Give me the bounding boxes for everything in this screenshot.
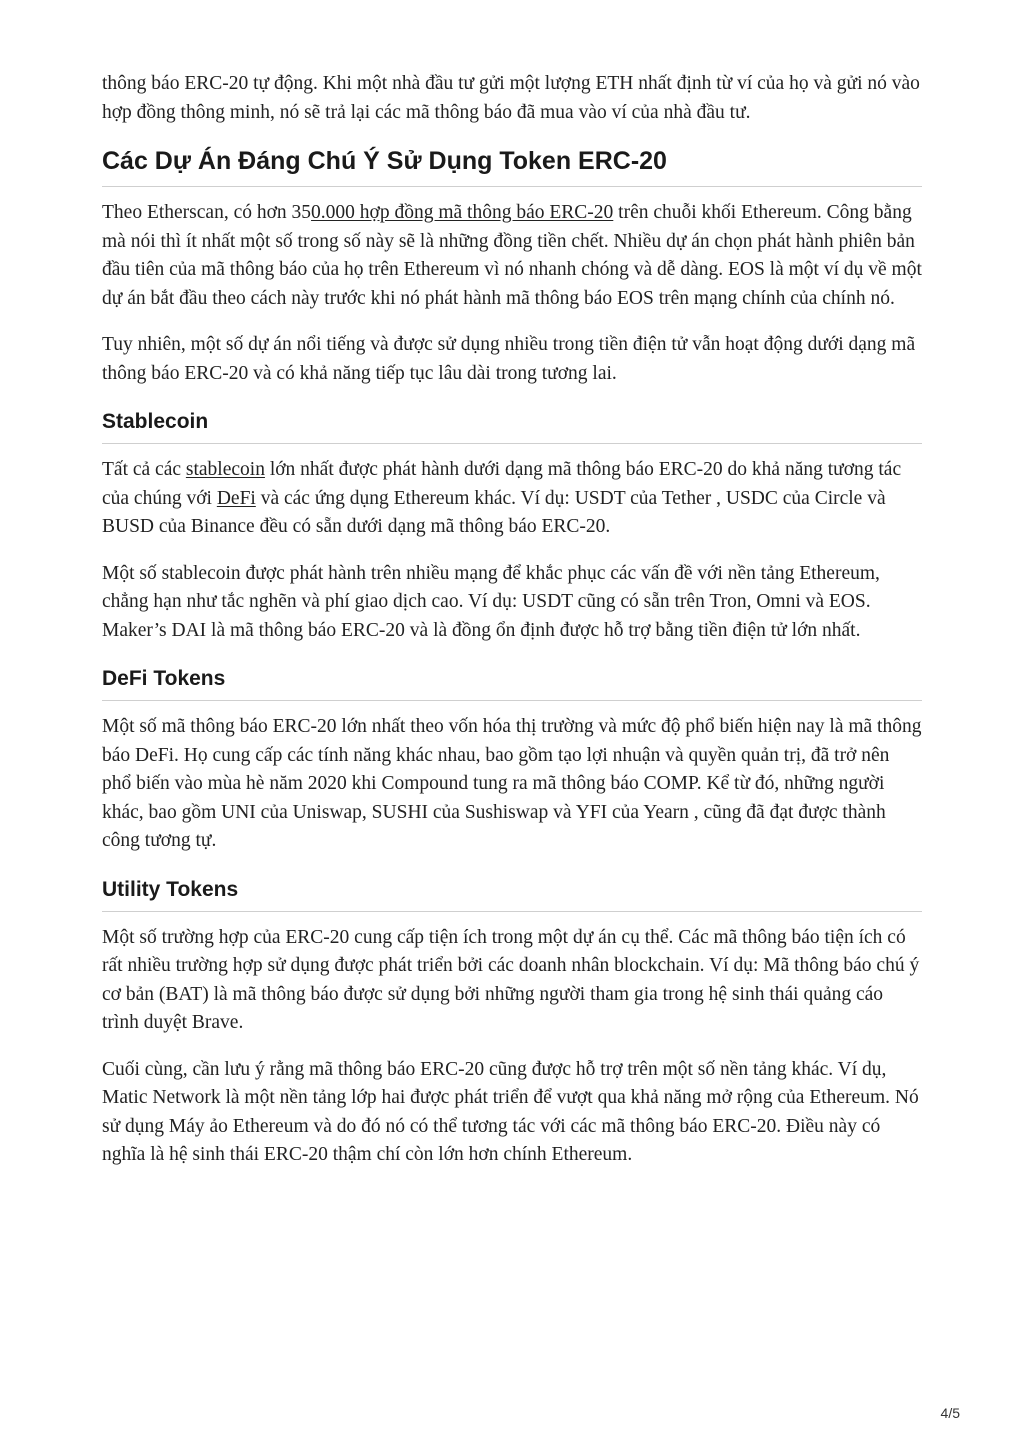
section-p2-text: Tuy nhiên, một số dự án nổi tiếng và được sử dụng nhiều trong tiền điện tử vẫn hoạt động dưới dạng mã thông báo ERC-20 và có khả năng tiếp tục lâu dài trong tương lai. [102,334,916,384]
utility-heading: Utility Tokens [102,876,922,912]
defi-link[interactable]: DeFi [216,487,256,509]
page-number: 4/5 [940,1405,960,1421]
section-p1-before: Theo Etherscan, có hơn 35 [102,202,312,223]
section-paragraph-1 [102,199,922,313]
stablecoin-p1-middle: lớn nhất được phát hành dưới dạng mã thông báo ERC-20 do khả năng tương tác của chúng với [102,459,902,509]
stablecoin-heading: Stablecoin [102,408,922,444]
section-p1-after: trên chuỗi khối Ethereum. Công bằng mà nói thì ít nhất một số trong số này sẽ là những đồng tiền chết. Nhiều dự án chọn phát hành phiên bản đầu tiên của mã thông báo của họ trên Ethereum vì nó nhanh chóng và dễ dàng. EOS là một ví dụ về một dự án bắt đầu theo cách này trước khi nó phát hành mã thông báo EOS trên mạng chính của chính nó. [102,202,922,309]
stablecoin-p2-text: Một số stablecoin được phát hành trên nhiều mạng để khắc phục các vấn đề với nền tảng Ethereum, chẳng hạn như tắc nghẽn và phí giao dịch cao. Ví dụ: USDT cũng có sẵn trên Tron, Omni và EOS. Maker’s DAI là mã thông báo ERC-20 và là đồng ổn định được hỗ trợ bằng tiền điện tử lớn nhất. [102,562,880,641]
stablecoin-p1-before: Tất cả các [102,459,186,480]
utility-paragraph-1 [102,924,922,1038]
stablecoin-paragraph-2 [102,560,922,646]
utility-p1-text: Một số trường hợp của ERC-20 cung cấp tiện ích trong một dự án cụ thể. Các mã thông báo tiện ích có rất nhiều trường hợp sử dụng được phát triển bởi các doanh nhân blockchain. Ví dụ: Mã thông báo chú ý cơ bản (BAT) là mã thông báo được sử dụng bởi những người tham gia trong hệ sinh thái quảng cáo trình duyệt Brave. [102,926,920,1033]
defi-paragraph-1 [102,713,922,856]
document-page [102,70,922,1188]
erc20-contracts-link[interactable]: 0.000 hợp đồng mã thông báo ERC-20 [311,202,614,223]
defi-p1-text: Một số mã thông báo ERC-20 lớn nhất theo vốn hóa thị trường và mức độ phổ biến hiện nay là mã thông báo DeFi. Họ cung cấp các tính năng khác nhau, bao gồm tạo lợi nhuận và quyền quản trị, đã trở nên phổ biến vào mùa hè năm 2020 khi Compound tung ra mã thông báo COMP. Kể từ đó, những người khác, bao gồm UNI của Uniswap, SUSHI của Sushiswap và YFI của Yearn , cũng đã đạt được thành công tương tự. [102,716,922,851]
section-heading: Các Dự Án Đáng Chú Ý Sử Dụng Token ERC-20 [102,145,922,187]
stablecoin-paragraph-1 [102,456,922,542]
intro-paragraph [102,70,922,127]
intro-text: thông báo ERC-20 tự động. Khi một nhà đầu tư gửi một lượng ETH nhất định từ ví của họ và gửi nó vào hợp đồng thông minh, nó sẽ trả lại các mã thông báo đã mua vào ví của nhà đầu tư. [102,73,920,123]
utility-p2-text: Cuối cùng, cần lưu ý rằng mã thông báo ERC-20 cũng được hỗ trợ trên một số nền tảng khác. Ví dụ, Matic Network là một nền tảng lớp hai được phát triển để vượt qua khả năng mở rộng của Ethereum. Nó sử dụng Máy ảo Ethereum và do đó nó có thể tương tác với các mã thông báo ERC-20. Điều này có nghĩa là hệ sinh thái ERC-20 thậm chí còn lớn hơn chính Ethereum. [102,1058,919,1165]
stablecoin-p1-after: và các ứng dụng Ethereum khác. Ví dụ: USDT của Tether , USDC của Circle và BUSD của Binance đều có sẵn dưới dạng mã thông báo ERC-20. [102,487,886,537]
stablecoin-link[interactable]: stablecoin [185,459,265,480]
section-paragraph-2 [102,331,922,388]
defi-heading: DeFi Tokens [102,665,922,701]
utility-paragraph-2 [102,1056,922,1170]
